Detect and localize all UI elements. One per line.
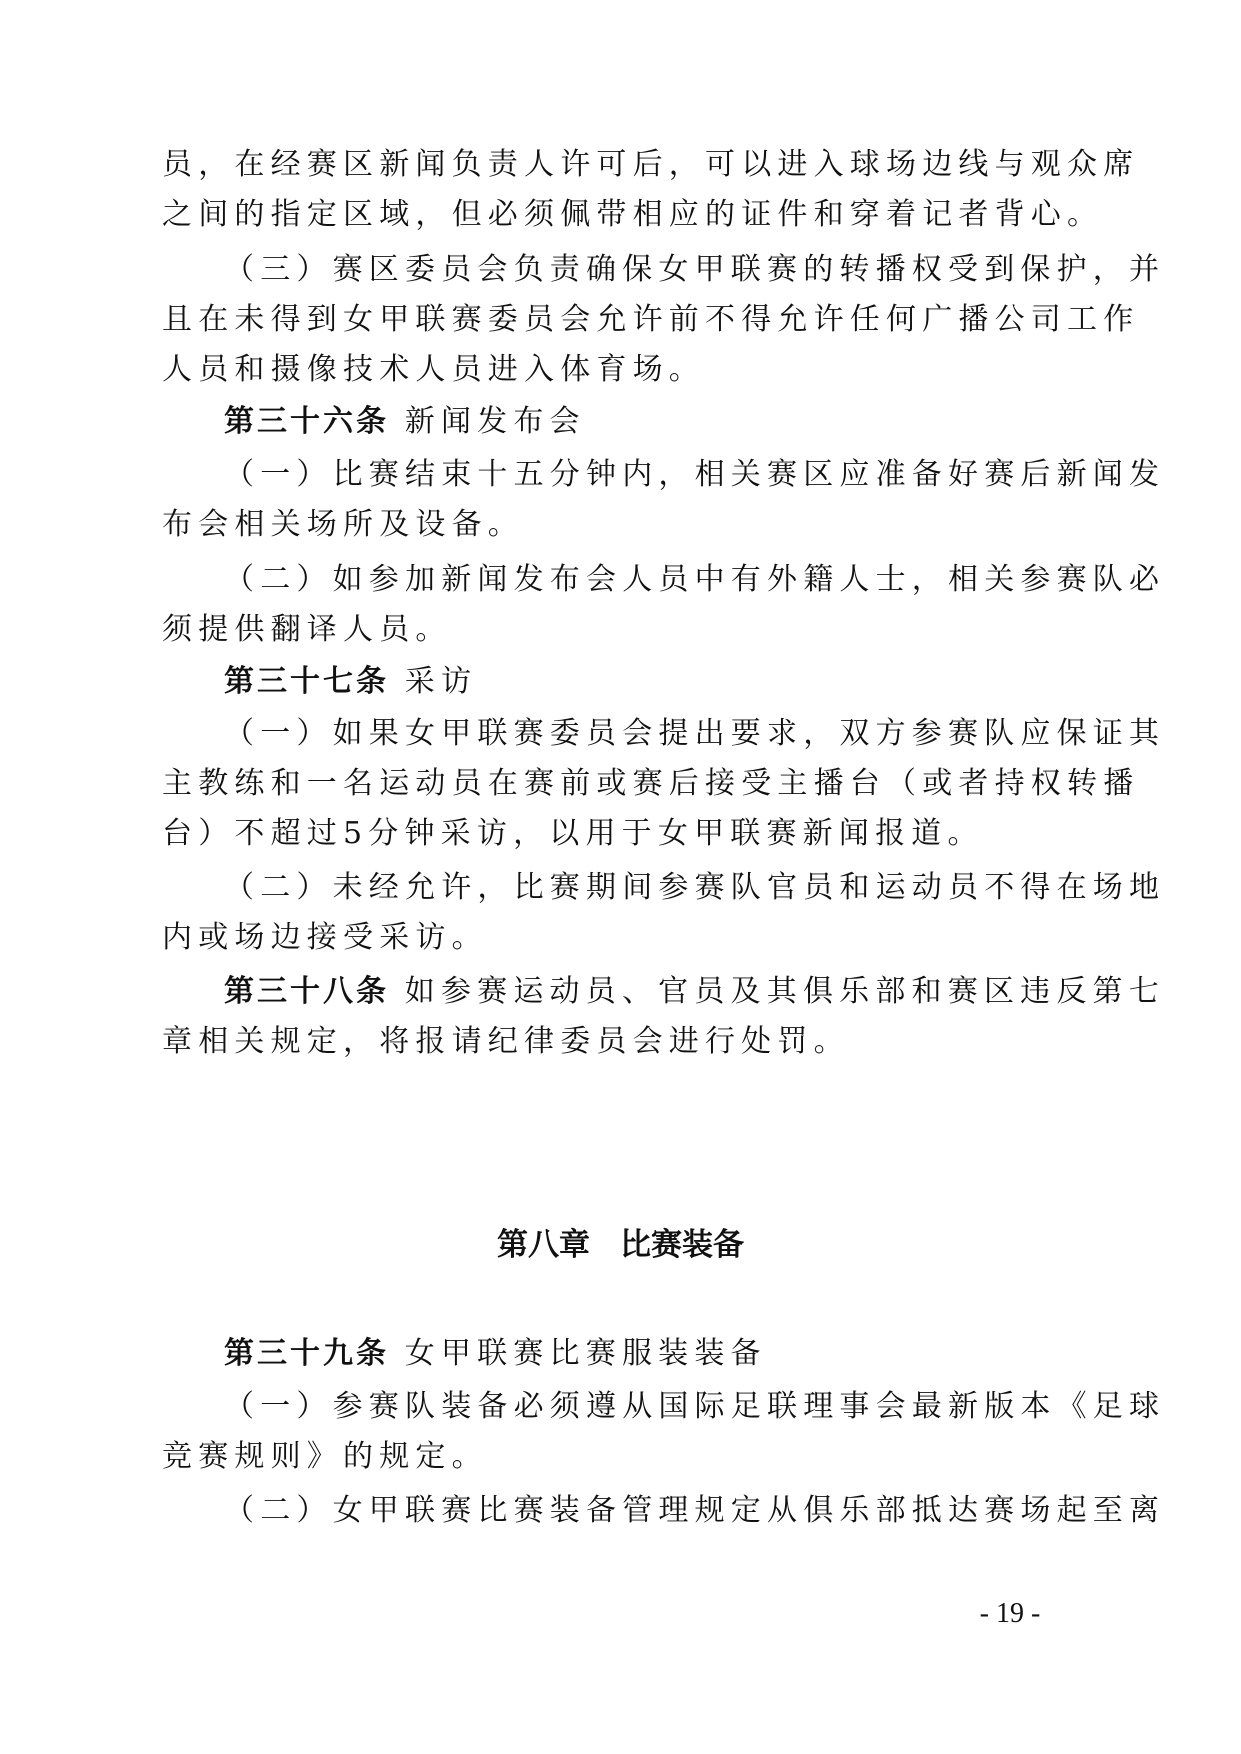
paragraph-line: 内或场边接受采访。 xyxy=(162,920,488,955)
paragraph-line: 员，在经赛区新闻负责人许可后，可以进入球场边线与观众席 xyxy=(162,147,1140,182)
chapter-number: 第八章 xyxy=(497,1227,590,1263)
article-title: 女甲联赛比赛服装装备 xyxy=(404,1336,767,1371)
paragraph-line: （二）女甲联赛比赛装备管理规定从俱乐部抵达赛场起至离 xyxy=(224,1493,1166,1528)
page-number: - 19 - xyxy=(979,1598,1041,1629)
paragraph-line: 且在未得到女甲联赛委员会允许前不得允许任何广播公司工作 xyxy=(162,302,1140,337)
article-heading: 第三十九条 xyxy=(224,1336,389,1371)
paragraph-line: （一）比赛结束十五分钟内，相关赛区应准备好赛后新闻发 xyxy=(224,457,1166,492)
article-title: 采访 xyxy=(404,664,478,699)
paragraph-line: 台）不超过5分钟采访，以用于女甲联赛新闻报道。 xyxy=(162,816,984,851)
article-heading: 第三十七条 xyxy=(224,664,389,699)
article-title: 新闻发布会 xyxy=(404,404,586,439)
paragraph-line: 布会相关场所及设备。 xyxy=(162,507,524,542)
article-36 xyxy=(224,400,1084,444)
article-heading: 第三十八条 xyxy=(224,974,389,1009)
paragraph-line: 须提供翻译人员。 xyxy=(162,612,452,647)
chapter-title: 比赛装备 xyxy=(620,1227,744,1263)
paragraph-line: （一）参赛队装备必须遵从国际足联理事会最新版本《足球 xyxy=(224,1389,1166,1424)
paragraph-line: 竞赛规则》的规定。 xyxy=(162,1439,488,1474)
paragraph-line: 主教练和一名运动员在赛前或赛后接受主播台（或者持权转播 xyxy=(162,766,1140,801)
article-text: 如参赛运动员、官员及其俱乐部和赛区违反第七 xyxy=(404,974,1165,1009)
paragraph-line: 之间的指定区域，但必须佩带相应的证件和穿着记者背心。 xyxy=(162,197,1104,232)
paragraph-line: 人员和摄像技术人员进入体育场。 xyxy=(162,352,705,387)
article-37 xyxy=(224,660,1084,704)
article-38 xyxy=(224,970,1165,1014)
paragraph-line: 章相关规定，将报请纪律委员会进行处罚。 xyxy=(162,1024,850,1059)
paragraph-line: （一）如果女甲联赛委员会提出要求，双方参赛队应保证其 xyxy=(224,716,1166,751)
paragraph-line: （三）赛区委员会负责确保女甲联赛的转播权受到保护，并 xyxy=(224,252,1166,287)
article-39 xyxy=(224,1332,1084,1376)
chapter-heading xyxy=(0,1223,1241,1267)
article-heading: 第三十六条 xyxy=(224,404,389,439)
paragraph-line: （二）未经允许，比赛期间参赛队官员和运动员不得在场地 xyxy=(224,870,1166,905)
paragraph-line: （二）如参加新闻发布会人员中有外籍人士，相关参赛队必 xyxy=(224,562,1166,597)
